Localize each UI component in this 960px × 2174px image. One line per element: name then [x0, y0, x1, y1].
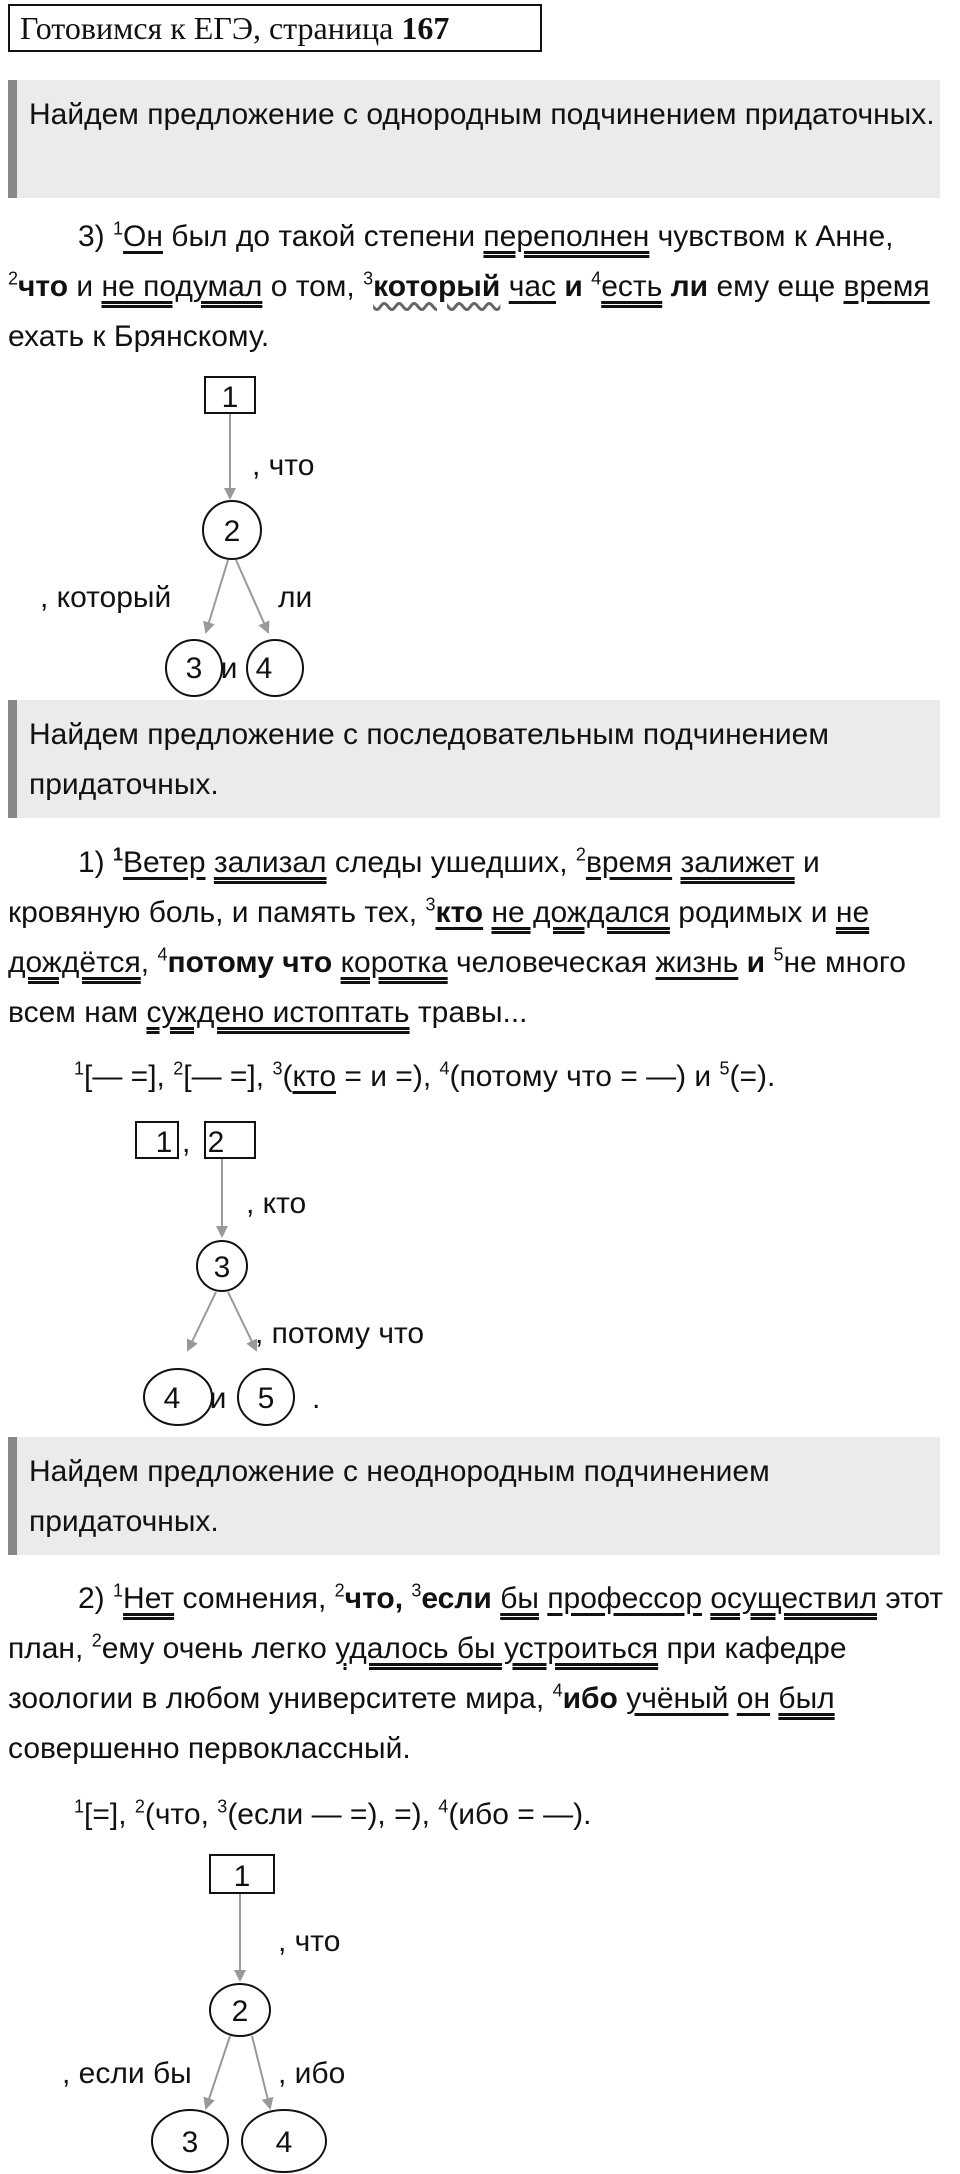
conjunction: что: [18, 270, 69, 303]
text: сомнения,: [182, 1582, 327, 1615]
predicate: Нет: [123, 1582, 175, 1615]
header-title: Готовимся к ЕГЭ, страница: [20, 10, 394, 46]
text: чувством к Анне,: [657, 220, 894, 253]
subject: он: [736, 1682, 771, 1715]
note-text: Найдем предложение с неоднородным подчинением придаточных.: [29, 1455, 770, 1538]
conjunction: ибо: [562, 1682, 618, 1715]
formula-part: [— =],: [183, 1060, 265, 1093]
conjunction: потому что: [167, 946, 333, 979]
text: ,: [140, 946, 150, 979]
predicate: есть: [601, 270, 663, 303]
predicate: не дождётся: [8, 896, 870, 979]
text: не много всем нам: [8, 946, 906, 1029]
arrow: [206, 560, 228, 632]
conjunction: и: [564, 270, 583, 303]
predicate: удалось бы устроиться: [335, 1632, 659, 1665]
predicate: переполнен: [483, 220, 650, 253]
formula-part: [— =],: [84, 1060, 165, 1093]
predicate: коротка: [340, 946, 448, 979]
subject: время: [585, 846, 673, 879]
text: ехать к Брянскому.: [8, 320, 270, 353]
text: ему очень легко: [101, 1632, 327, 1665]
arrow: [228, 1292, 256, 1350]
note-heterogeneous: [8, 1437, 940, 1555]
formula-part: кто: [292, 1060, 337, 1093]
connector: , кто: [246, 1187, 307, 1220]
note-text: Найдем предложение с последовательным подчинением придаточных.: [29, 718, 829, 801]
predicate: осуществил: [710, 1582, 877, 1615]
arrow: [206, 2036, 230, 2108]
node-1: 1: [233, 1860, 251, 1893]
connector: , который: [40, 581, 172, 614]
node-3: 3: [185, 652, 203, 685]
conjunctive-word: который: [373, 270, 501, 303]
conjunction: и: [746, 946, 766, 979]
particle: бы: [500, 1582, 539, 1615]
node-4: 4: [255, 652, 273, 685]
sentence-3: 3) $^1$Он был до такой степени переполнен чувством к Анне, $^2$что и не подумал о том, $^3$который час и $^4$есть ли ему еще время ехать к Брянскому.: [8, 218, 930, 353]
node-5: 5: [257, 1382, 275, 1415]
separator: ,: [182, 1126, 191, 1159]
diagram-homogeneous: [0, 370, 960, 700]
text: о том,: [270, 270, 355, 303]
subject: время: [843, 270, 930, 303]
text: травы...: [417, 996, 528, 1029]
predicate: зализал: [213, 846, 327, 879]
conjunctive-word: кто: [435, 896, 484, 929]
text: при кафедре зоологии в любом университете мира,: [8, 1632, 847, 1715]
formula-part: (потому что = —) и: [449, 1060, 712, 1093]
node-4: 4: [275, 2126, 293, 2159]
node-1: 1: [155, 1126, 173, 1159]
page-header: [8, 4, 542, 52]
text: ему еще: [716, 270, 836, 303]
diagram-heterogeneous: [0, 1850, 960, 2174]
text: следы ушедших,: [334, 846, 568, 879]
particle: ли: [670, 270, 709, 303]
predicate: не дождался: [491, 896, 670, 929]
sentence-number: 3): [78, 220, 105, 253]
sentence-number: 1): [78, 846, 105, 879]
connector: , если бы: [62, 2057, 192, 2090]
connector: , что: [278, 1925, 341, 1958]
predicate: не подумал: [101, 270, 263, 303]
subject: жизнь: [655, 946, 739, 979]
node-3: 3: [213, 1251, 231, 1284]
node-2: 2: [223, 515, 241, 548]
scheme-formula-1: $^1$[— =], $^2$[— =], $^3$(кто = и =), $^4$(потому что = —) и $^5$(=).: [74, 1058, 776, 1093]
text: этот план,: [8, 1582, 944, 1665]
arrow: [236, 560, 268, 632]
and-label: и: [209, 1382, 227, 1415]
note-sequential: [8, 700, 940, 818]
node-4: 4: [163, 1382, 181, 1415]
text: совершенно первоклассный.: [8, 1732, 411, 1765]
formula-part: (: [282, 1060, 293, 1093]
text: родимых и: [678, 896, 828, 929]
formula-part: = и =),: [344, 1060, 432, 1093]
formula-part: (ибо = —).: [448, 1798, 592, 1831]
predicate: суждено истоптать: [146, 996, 410, 1029]
diagram-sequential: [0, 1112, 960, 1432]
and-label: и: [220, 652, 238, 685]
predicate: залижет: [680, 846, 795, 879]
text: и: [76, 270, 94, 303]
conjunction: что,: [344, 1582, 404, 1615]
formula-part: (если — =), =),: [227, 1798, 430, 1831]
scheme-formula-2: $^1$[=], $^2$(что, $^3$(если — =), =), $^4$(ибо = —).: [74, 1796, 592, 1831]
subject: профессор: [547, 1582, 702, 1615]
page-number: 167: [401, 10, 450, 46]
connector: , что: [252, 449, 315, 482]
sentence-2: 2) $^1$Нет сомнения, $^2$что, $^3$если бы профессор осуществил этот план, $^2$ему очень легко удалось бы устроиться при кафедре зоологии в любом университете мира, $^4$ибо учёный он был совершенно первоклассный.: [8, 1580, 944, 1765]
text: был до такой степени: [171, 220, 476, 253]
predicate: был: [778, 1682, 835, 1715]
sentence-number: 2): [78, 1582, 105, 1615]
text: человеческая: [456, 946, 648, 979]
node-1: 1: [221, 381, 239, 414]
formula-part: [=],: [84, 1798, 127, 1831]
subject: час: [508, 270, 557, 303]
text: и кровяную боль, и память тех,: [8, 846, 820, 929]
node-2: 2: [207, 1126, 225, 1159]
connector: , ибо: [278, 2057, 346, 2090]
note-text: Найдем предложение с однородным подчинением придаточных.: [29, 98, 935, 131]
formula-part: (=).: [729, 1060, 776, 1093]
subject: учёный: [626, 1682, 729, 1715]
subject: Ветер: [123, 846, 206, 879]
arrow: [188, 1292, 216, 1350]
sentence-1: 1) $^1$Ветер зализал следы ушедших, $^2$время залижет и кровяную боль, и память тех, $^3$кто не дождался родимых и не дождётся, $^4$потому что коротка человеческая жизнь и $^5$не много всем нам суждено истоптать травы...: [8, 844, 906, 1029]
node-2: 2: [231, 1995, 249, 2028]
subject: Он: [123, 220, 163, 253]
connector: ли: [278, 581, 313, 614]
arrow: [252, 2036, 270, 2108]
formula-part: (что,: [144, 1798, 209, 1831]
connector: , потому что: [255, 1317, 425, 1350]
node-3: 3: [181, 2126, 199, 2159]
note-homogeneous: [8, 80, 940, 198]
conjunction: если: [421, 1582, 492, 1615]
end-dot: .: [312, 1382, 321, 1415]
